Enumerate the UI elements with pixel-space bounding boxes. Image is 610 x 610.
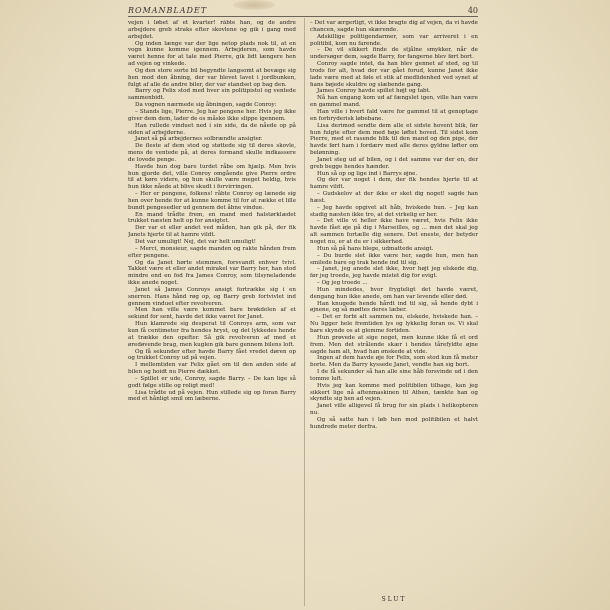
paragraph: Og inden længe var der lige netop plads nok til, at en vogn kunne komme igennem. Arbejderen, som havde været henne for at tale med Pierre, gik lidt længere hen ad vejen og vinkede. [128,40,296,68]
paragraph: – Jeg havde opgivet alt håb, hviskede hun. – Jeg kan stadig næsten ikke tro, at det virkelig er her. [310,204,478,218]
left-text-column [128,20,296,605]
paragraph: – Her er pengene, folkens! råbte Conroy og lænede sig hen over hende for at kunne komme til for at række et lille bundt pengesedler ud gennem det åbne vindue. [128,191,296,211]
magazine-title: ROMANBLADET [128,6,208,15]
paragraph: Han rullede vinduet ned i sin side, da de nåede op på siden af arbejderne. [128,122,296,136]
paragraph: Janet så på arbejdernes solbrændte ansigter. [135,136,263,143]
column-divider [304,18,305,606]
paragraph: – Og jeg troede ... [317,280,368,287]
paragraph: Janet så James Conroys ansigt fortrække sig i en snerren. Hans hånd røg op, og Barry greb fortvivlet ind gennem vinduet efter revolveren. [128,286,296,307]
paragraph: Hvis jeg kan komme med politibilen tilbage, kan jeg sikkert lige nå aftenmaskinen til Athen, tænkte han og skyndte sig hen ad vejen. [310,382,478,403]
paragraph: Janet ville alligevel få brug for sin plads i helikopteren nu. [310,403,478,417]
paragraph: – Stands lige, Pierre. Jeg har pengene her. Hvis jeg ikke giver dem dem, lader de os måske ikke slippe igennem. [128,108,296,122]
paragraph: Og den store sorte bil begyndte langsomt at bevæge sig hen mod den åbning, der var blevet lavet i jordbunken, fulgt af alle de andre biler, der var standset op bag den. [128,67,296,88]
page-header [128,3,478,15]
paragraph: I mellemtiden var Felix gået om til den anden side af bilen og hoidt nu Pierre dækket. [128,362,296,376]
paragraph: Lisa trådte ud på vejen. Hun stillede sig op foran Barry med et hånligt smil om læberne. [128,389,296,403]
paragraph: Og få sekunder efter havde Barry fået vredet døren op og trukket Conroy ud på vejen. [128,348,296,362]
paragraph: Hun så op og lige ind i Barrys øjne. [317,170,418,177]
paragraph: vejen i løbet af et kvarter! råbte han, og de andre arbejdere greb straks efter skovlene og gik i gang med arbejdet. [128,20,296,40]
paragraph: Der var et eller andet ved måden, han gik på, der fik Janets hjerte til at hamre vildt. [128,225,296,239]
paragraph: Da vognen nærmede sig åbningen, sagde Conroy: [135,102,277,109]
paragraph: – De vil sikkert finde de stjålne smykker, når de undersøger dem, sagde Barry, for fangerne blev ført bort. [310,47,478,61]
paragraph: En mand trådte frem, en mand med halstørklædet trukket næsten helt op for ansigtet. [128,211,296,225]
paragraph: Nå han engang kom ud af fængslet igen, ville han være en gammel mand. [310,95,478,109]
paragraph: Havde hun dog bare turdet råbe om hjælp. Men hvis hun gjorde det, ville Conroy omgående give Pierre ordre til at køre videre, og hun skulle være meget heldig, hvis hun ikke nåede at blive skudt i forvirringen. [128,163,296,191]
paragraph: Og der var noget i dem, der fik hendes hjerte til at hamre vildt. [310,177,478,191]
right-text-column [310,20,478,605]
paragraph: – Det er forbi alt sammen nu, elskede, hviskede han. – Nu ligger hele fremtiden lys og lykkelig foran os. Vi skal bare skynde os at glemme fortiden. [310,314,478,334]
paragraph: – Det var ærgerligt, vi ikke bragte dig af vejen, da vi havde chancen, sagde hun skærende. [310,20,478,33]
paragraph: – Det ville vi heller ikke have været, hvis Felix ikke havde fået øje på dig i Marseilles, og ... men det skal jeg alt sammen fortælle dig senere. Det eneste, der betyder noget nu, er at du er i sikkerhed. [310,218,478,245]
paragraph: Men han ville være kommet bare brøkdelen af et sekund for sent, havde det ikke været for Janet. [128,307,296,321]
paragraph: Barry og Felix stod med hver sin politipistol og ventede sammenbidt. [128,88,296,102]
paragraph: Adskillige politigendarmer, som var arriveret i en politibil, kom nu farende. [310,33,478,47]
paragraph: – Spillet er ude, Conroy, sagde Barry. – De kan lige så godt følge stille og roligt med! [128,375,296,389]
paragraph: Han ville i hvert fald være for gammel til at genoptage en forbryderisk løbebane. [310,108,478,122]
header-rule [128,16,478,17]
paragraph: Hun mindedes, hvor frygteligt det havde været, dengang hun ikke anede, om han var levende eller død. [310,286,478,300]
paragraph: – Janet, jeg anede slet ikke, hvor højt jeg elskede dig, før jeg troede, jeg havde mistet dig for evigt. [310,266,478,280]
page-number: 40 [467,6,478,15]
paragraph: Hun så på hans blege, udmattede ansigt. [317,245,434,252]
paragraph: James Conroy havde spillet højt og tabt. [317,88,431,95]
paragraph: Ingen af dem havde øje for Felix, som stod kun få meter borte. Men da Barry kyssede Janet, vendte han sig bort. [310,355,478,369]
paragraph: – Du burde slet ikke være her, sagde hun, men han smilede bare og trak hende ind til sig. [310,252,478,266]
paragraph: Hun prøvede at sige noget, men kunne ikke få et ord frem. Men det strålende skær i hendes tårefyldte øjne sagde ham alt, hvad han ønskede at vide. [310,334,478,355]
end-mark: SLUT [381,596,407,603]
paragraph: Han knugede hende hårdt ind til sig, så hende dybt i øjnene, og så mødtes deres læber. [310,300,478,314]
paragraph: Lisa derimod sendte dem alle et sidste hovent blik, før hun fulgte efter dem med høje løftet hoved. Til sidst kom Pierre, med et rasende blik til den mand og den pige, der havde ført ham i fordærv med alle deres gyldne løfter om belønning. [310,122,478,157]
paragraph: Conroy sagde intet, da han blev gennet af sted, og til trods for alt, hvad der var gået forud, kunne Janet ikke lade være med at føle et stik af medlidenhed ved synet af hans bøjede skuldre og slæbende gang. [310,61,478,88]
paragraph: De fleste af dem stod og støttede sig til deres skovle, mens de ventede på, at deres formand skulle indkassere de lovede penge. [128,143,296,163]
paragraph: – Merci, monsieur, sagde manden og rakte hånden frem efter pengene. [128,245,296,259]
paragraph: Og da Janet hørte stemmen, forsvandt enhver tvivl. Takket være et eller andet mirakel var Barry her, han stod mindre end en fod fra James Conroy, som tilsyneladende ikke anede noget. [128,259,296,287]
paragraph: Janet steg ud af bilen, og i det samme var der en, der greb begge hendes hænder. [310,156,478,170]
paragraph: Og så satte han i løb hen mod politibilen et halvt hundrede meter derfra. [310,416,478,430]
paragraph: Hun klamrede sig desperat til Conroys arm, som var kun få centimeter fra hendes hryst, og det lykkedes hende at trække den opefter. Så gik revolveren af med et øredøvende brag, men kuglen gik bare gennem bilens loft. [128,321,296,348]
paragraph: I de få sekunder så han alle sine håb forsvinde ud i den tomme luft. [310,369,478,382]
paragraph: – Gudskelov at der ikke er sket dig noget! sagde han hæst. [310,191,478,204]
paragraph: Det var umuligt! Nej, det var helt umuligt! [135,239,256,245]
